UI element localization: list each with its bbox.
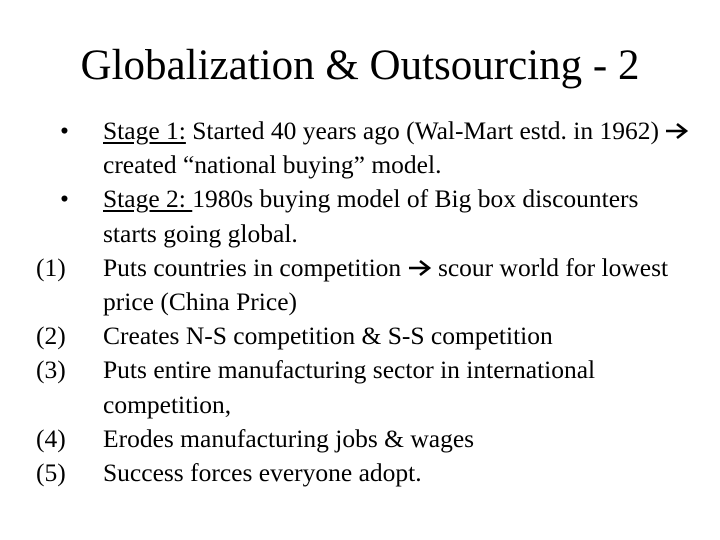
number-marker: (3) — [36, 355, 66, 385]
list-item-stage-2 — [36, 182, 708, 250]
list-item-text — [103, 251, 694, 319]
slide-body — [36, 114, 708, 490]
number-marker: (2) — [36, 321, 66, 351]
list-item-text: Creates N-S competition & S-S competition — [103, 321, 553, 351]
slide-title: Globalization & Outsourcing - 2 — [80, 42, 640, 89]
stage-text: 1980s buying model of Big box discounters starts going global. — [103, 184, 639, 248]
list-item-text: Erodes manufacturing jobs & wages — [103, 423, 475, 453]
stage-text: Started 40 years ago (Wal-Mart estd. in 1962) — [185, 116, 659, 145]
item-text-continued: scour world for lowest price (China Price) — [103, 252, 669, 317]
stage-label: Stage 2: — [103, 184, 193, 214]
list-item-5 — [36, 456, 708, 490]
number-marker: (4) — [36, 423, 66, 453]
list-item-text — [103, 182, 694, 250]
list-item-stage-1 — [36, 114, 708, 182]
stage-text-continued: created “national buying” model. — [103, 150, 442, 180]
right-arrow-icon — [665, 122, 689, 140]
stage-label: Stage 1: — [103, 116, 186, 145]
item-text: Puts countries in competition — [103, 252, 402, 282]
bullet-marker: • — [60, 184, 69, 214]
list-item-text: Puts entire manufacturing sector in international competition, — [103, 355, 596, 419]
list-item-1 — [36, 251, 708, 319]
list-item-2 — [36, 319, 708, 353]
bullet-marker: • — [60, 116, 69, 145]
number-marker: (1) — [36, 252, 66, 282]
list-item-3 — [36, 353, 708, 421]
number-marker: (5) — [36, 458, 66, 488]
right-arrow-icon — [408, 259, 432, 277]
list-item-text: Success forces everyone adopt. — [103, 458, 422, 488]
list-item-4 — [36, 422, 708, 456]
list-item-text — [103, 114, 694, 182]
